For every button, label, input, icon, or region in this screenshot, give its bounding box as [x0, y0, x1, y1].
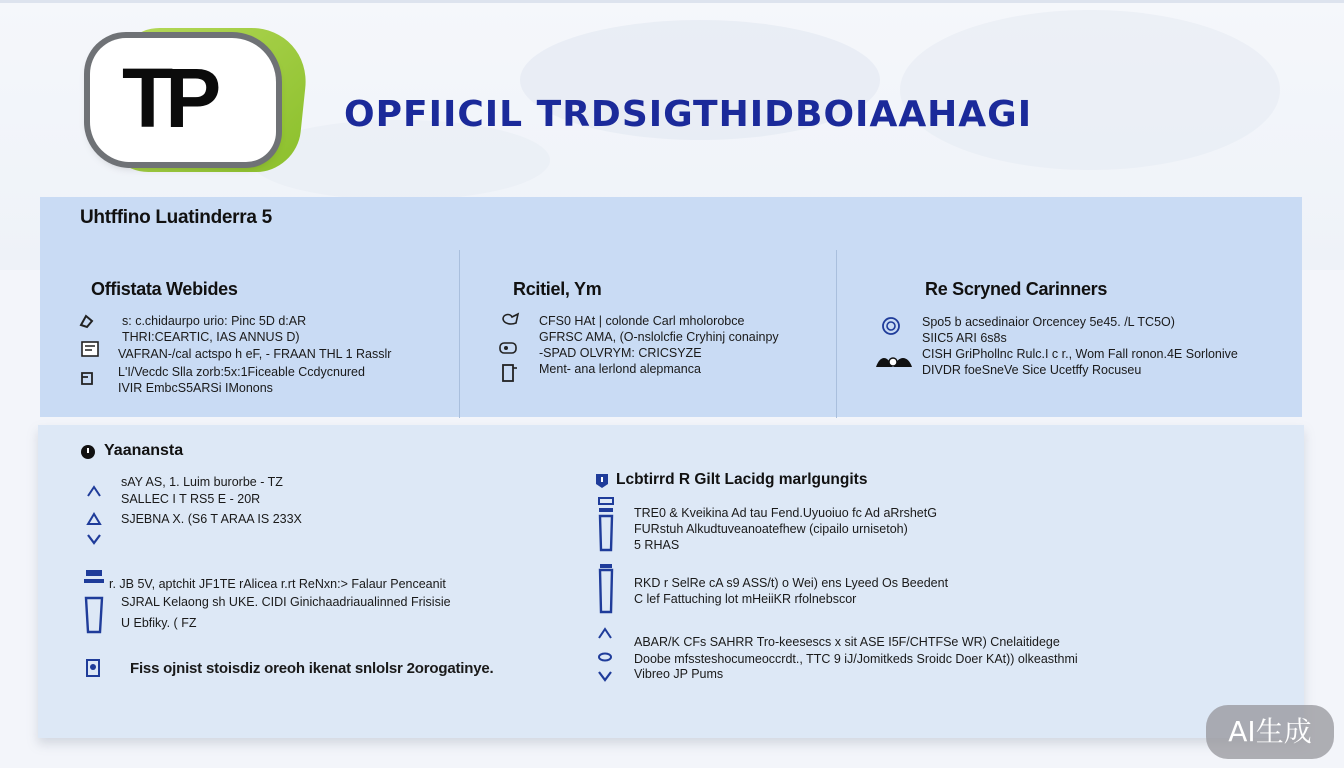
info-line: CFS0 HAt | colonde Carl mholorobce	[539, 314, 745, 328]
circle-icon	[597, 652, 613, 662]
background-decoration	[900, 10, 1280, 170]
info-line: SIIC5 ARI 6s8s	[922, 331, 1007, 345]
ai-generated-watermark: AI生成	[1206, 705, 1334, 759]
detail-line: Vibreo JP Pums	[634, 667, 724, 681]
detail-line: TRE0 & Kveikina Ad tau Fend.Uyuoiuo fc Ad aRrshetG	[634, 506, 937, 520]
warning-icon	[80, 444, 98, 460]
top-border	[0, 0, 1344, 3]
chevron-down-icon	[86, 532, 102, 546]
detail-line: U Ebfiky. ( FZ	[121, 616, 197, 630]
info-line: VAFRAN-/cal actspo h eF, - FRAAN THL 1 Rasslr	[118, 347, 392, 361]
people-icon	[874, 353, 914, 371]
bottle-icon	[596, 496, 616, 554]
battery-icon	[82, 568, 108, 638]
badge-icon	[594, 472, 610, 490]
mobile-icon	[500, 363, 520, 383]
info-line: Ment- ana lerlond alepmanca	[539, 362, 701, 376]
info-line: L'I/Vecdc Slla zorb:5x:1Ficeable Ccdycnured	[118, 365, 365, 379]
arrow-up-icon	[86, 484, 102, 498]
logo-text: TP	[122, 51, 214, 145]
phone-icon	[500, 311, 522, 327]
info-line: THRI:CEARTIC, IAS ANNUS D)	[122, 330, 300, 344]
info-line: DIVDR foeSneVe Sice Ucetffy Rocuseu	[922, 363, 1142, 377]
arrow-up-icon	[597, 626, 613, 640]
globe-icon	[80, 340, 100, 358]
info-line: IVIR EmbcS5ARSi IMonons	[118, 381, 273, 395]
detail-line: sAY AS, 1. Luim burorbe - TZ	[121, 475, 283, 489]
chevron-down-icon	[597, 670, 613, 682]
chat-icon	[498, 340, 520, 356]
info-line: CISH GriPhollnc Rulc.I c r., Wom Fall ronon.4E Sorlonive	[922, 347, 1238, 361]
detail-line: Doobe mfssteshocumeoccrdt., TTC 9 iJ/Jomitkeds Sroidc Doer KAt)) olkeasthmi	[634, 652, 1078, 666]
detail-line: 5 RHAS	[634, 538, 680, 552]
info-badge-icon	[84, 658, 102, 678]
page-title: OPFIICIL TRDSIGTHIDBOIAAHAGI	[344, 94, 1033, 135]
detail-line: SALLEC I T RS5 E - 20R	[121, 492, 261, 506]
detail-line: ABAR/K CFs SAHRR Tro-keesescs x sit ASE I5F/CHTFSe WR) Cnelaitidege	[634, 635, 1060, 649]
info-line: Spo5 b acsedinaior Orcencey 5e45. /L TC5O)	[922, 315, 1175, 329]
detail-line: FURstuh Alkudtuveanoatefhew (cipailo urnisetoh)	[634, 522, 908, 536]
info-panel-heading: Uhtffino Luatinderra 5	[80, 207, 272, 228]
detail-line: SJEBNA X. (S6 T ARAA IS 233X	[121, 512, 302, 526]
detail-footer-text: Fiss ojnist stoisdiz oreoh ikenat snlolsr 2orogatinye.	[130, 660, 494, 677]
contact-heading: Rcitiel, Ym	[513, 279, 602, 299]
document-icon	[78, 370, 96, 386]
info-line: -SPAD OLVRYM: CRICSYZE	[539, 346, 702, 360]
column-divider	[459, 250, 460, 418]
column-divider	[836, 250, 837, 418]
site-logo[interactable]	[82, 26, 306, 176]
triangle-icon	[86, 512, 102, 526]
info-line: GFRSC AMA, (O-nslolcfie Cryhinj conainpy	[539, 330, 779, 344]
detail-line: r. JB 5V, aptchit JF1TE rAlicea r.rt ReNxn:> Falaur Penceanit	[109, 577, 446, 591]
right-section-heading: Lcbtirrd R Gilt Lacidg marlgungits	[616, 471, 868, 488]
official-websites-heading: Offistata Webides	[91, 279, 238, 299]
partners-heading: Re Scryned Carinners	[925, 279, 1108, 299]
bottle-icon	[596, 562, 616, 616]
detail-line: RKD r SelRe cA s9 ASS/t) o Wei) ens Lyeed Os Beedent	[634, 576, 949, 590]
left-section-heading: Yaanansta	[104, 442, 184, 459]
info-line: s: c.chidaurpo urio: Pinc 5D d:AR	[122, 314, 307, 328]
detail-line: SJRAL Kelaong sh UKE. CIDI Ginichaadriaualinned Frisisie	[121, 595, 451, 609]
detail-line: C lef Fattuching lot mHeiiKR rfolnebscor	[634, 592, 857, 606]
link-icon	[78, 313, 96, 329]
shield-icon	[880, 316, 902, 336]
